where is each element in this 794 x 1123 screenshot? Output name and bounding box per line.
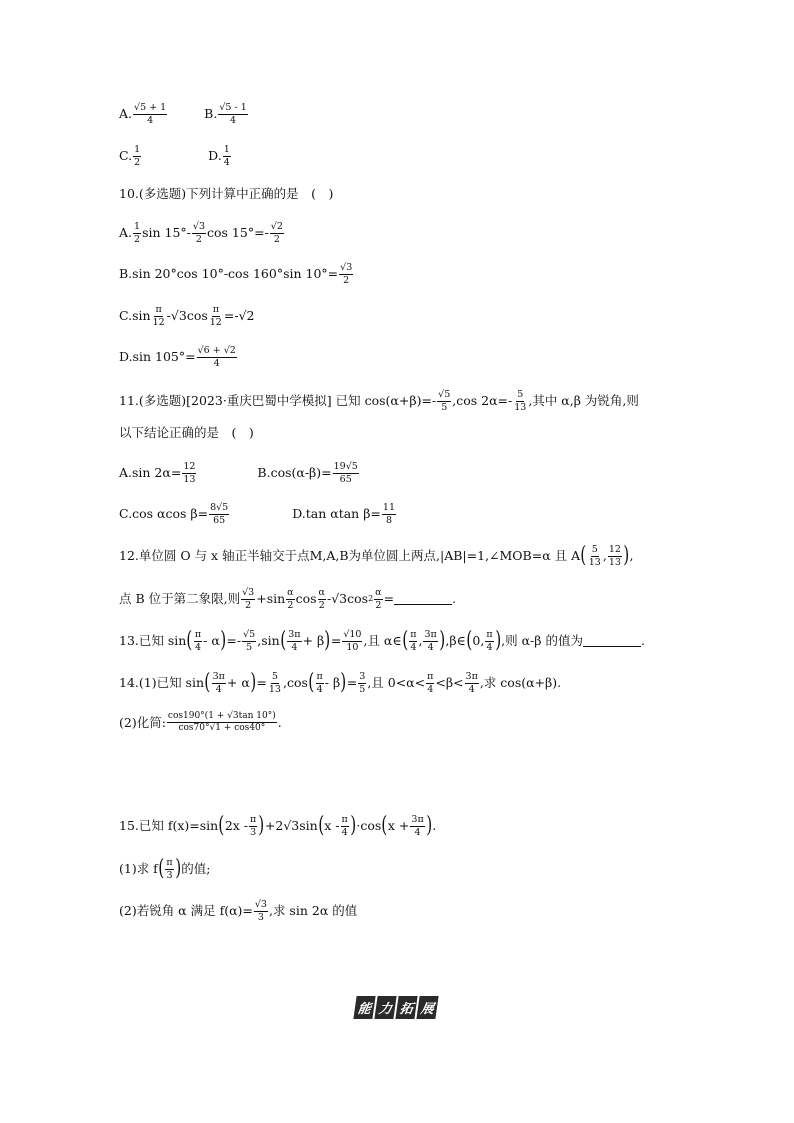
q13-line: 13.已知 sin ( $\frac{\pi}{4}$ - α ) =- $\frac{√5}{5}$ ,sin ( $\frac{3\pi}{4}$ + β ) = $\frac{√10}{10}$ ,且 α∈ ( $\frac{\pi}{4}$ , $\frac{3\pi}{4}$ ) ,β∈ ( 0, $\frac{\pi}{4}$ ) ,则 α-β 的值为 . (119, 628, 645, 654)
q9-a-num: 5 + 1 (140, 102, 167, 113)
q10-c-mid: cos (186, 308, 208, 324)
q12-line2g: . (452, 591, 457, 607)
q14-a: 14.(1)已知 sin (119, 675, 205, 691)
q12-line2: 点 B 位于第二象限,则 $\frac{√3}{2}$ +sin $\frac{\alpha}{2}$ cos $\frac{\alpha}{2}$ - √3 cos 2 $\frac{\alpha}{2}$ = . (119, 587, 457, 611)
q11-b-den: 65 (339, 473, 352, 485)
q9-d-den: 4 (223, 156, 230, 168)
q10-a-frac2: $\frac{√3}{2}$ (192, 221, 205, 245)
q9-c-frac (133, 145, 141, 168)
q12-f3: $\frac{\alpha}{2}$ (318, 587, 325, 611)
q12-line2c: cos (295, 591, 317, 607)
q9-a-den: 4 (147, 114, 154, 126)
q11-a-num: 12 (183, 461, 196, 472)
q10-d-frac: $\frac{√6 + √2}{4}$ (197, 345, 236, 369)
q10-b-frac: $\frac{√3}{2}$ (340, 262, 353, 286)
q12-answer-blank[interactable] (394, 594, 452, 605)
q11-stem-c: ,其中 α,β 为锐角,则 (528, 393, 639, 409)
q10-option-a (119, 222, 285, 245)
badge-char-3: 拓 (395, 996, 417, 1019)
q12-line2a: 点 B 位于第二象限,则 (119, 591, 241, 607)
q11-frac2: $\frac{5}{13}$ (514, 389, 527, 413)
q9-options-cd (119, 145, 232, 168)
q11-b-frac: $\frac{19√5}{65}$ (333, 461, 358, 485)
q15-b: +2 (264, 818, 284, 834)
q14-e: ,且 0<α< (367, 675, 426, 691)
q12-f1: $\frac{√3}{2}$ (242, 587, 255, 611)
q9-options-ab (119, 103, 249, 126)
q10-b-label: B.sin 20°cos 10°-cos 160°sin 10°= (119, 266, 339, 282)
q15-p1a: (1)求 f (119, 861, 158, 877)
q12-f2: $\frac{\alpha}{2}$ (287, 587, 294, 611)
q13-f: ,β∈ (445, 633, 466, 649)
q13-d: = (330, 633, 342, 649)
q11-c-num: 8 (210, 502, 217, 513)
q11-stem-line1 (119, 390, 639, 413)
q12-frac-b: $\frac{12}{13}$ (608, 544, 621, 568)
q12-f4: $\frac{\alpha}{2}$ (375, 587, 382, 611)
q15-p2a: (2)若锐角 α 满足 f(α)= (119, 903, 253, 919)
q11-frac1: $\frac{√5}{5}$ (438, 389, 451, 413)
section-badge-ability-extension (355, 996, 437, 1019)
q14-big-frac: $\frac{\cos 190^\circ(1 + √3\tan 10^\circ)}{\cos 70^\circ√1 + \cos 40^\circ}$ (167, 711, 276, 734)
q10-option-c: C.sin $\frac{\pi}{12}$ -√3 cos $\frac{\pi}{12}$ =- √2 (119, 304, 255, 328)
q11-c-label: C.cos αcos β= (119, 506, 209, 522)
q9-d-frac (223, 145, 231, 168)
q14-part1: 14.(1)已知 sin ( $\frac{3\pi}{4}$ + α ) = $\frac{5}{13}$ ,cos ( $\frac{\pi}{4}$ - β ) = $\frac{3}{5}$ ,且 0<α< $\frac{\pi}{4}$ <β< $\frac{3\pi}{4}$ ,求 cos(α+β). (119, 670, 562, 696)
q10-c-end: =- (223, 308, 239, 324)
q11-a-label: A.sin 2α= (119, 465, 182, 481)
q11-d-den: 8 (385, 514, 392, 526)
q12-line1-text: 12.单位圆 O 与 x 轴正半轴交于点M,A,B为单位圆上两点,|AB|=1,∠MOB=α 且 A (119, 548, 581, 564)
q11-b-label: B.cos(α-β)= (257, 465, 332, 481)
q11-b-num: 19 (333, 461, 346, 472)
q10-a-label: A. (119, 225, 133, 241)
q10-a-frac3: $\frac{√2}{2}$ (270, 221, 283, 245)
q11-d-num: 11 (382, 502, 396, 513)
q14-g: ,求 cos(α+β). (479, 675, 562, 691)
badge-char-4: 展 (416, 996, 438, 1019)
q15-a: 15.已知 f(x)=sin (119, 818, 219, 834)
q12-line1: 12.单位圆 O 与 x 轴正半轴交于点M,A,B为单位圆上两点,|AB|=1,∠MOB=α 且 A ( $\frac{5}{13}$ , $\frac{12}{13}$ ) , (119, 543, 634, 569)
q9-b-label: B. (204, 106, 218, 122)
q12-line2b: +sin (256, 591, 286, 607)
q10-d-den: 4 (213, 357, 220, 369)
q15-part2: (2)若锐角 α 满足 f(α)= $\frac{√3}{3}$ ,求 sin 2α 的值 (119, 899, 358, 923)
q13-c: ,sin (257, 633, 280, 649)
badge-char-2: 力 (374, 996, 396, 1019)
q13-h: . (640, 633, 645, 649)
q10-a-p1: sin 15°- (142, 225, 191, 241)
q10-c-label: C.sin (119, 308, 151, 324)
q10-a-frac1: $\frac{1}{2}$ (134, 221, 141, 245)
q9-c-den: 2 (134, 156, 141, 168)
q12-line2e: cos (347, 591, 369, 607)
q14-num2: tan 10°) (238, 711, 276, 721)
badge-char-1: 能 (353, 996, 375, 1019)
q11-c-frac: $\frac{8√5}{65}$ (210, 502, 229, 526)
q14-p2: (2)化简: (119, 714, 166, 730)
q11-stem-a: 11.(多选题)[2023·重庆巴蜀中学模拟] 已知 cos(α+β)=- (119, 393, 437, 409)
q10-stem: 10.(多选题)下列计算中正确的是 ( ) (119, 186, 334, 201)
q15-part1: (1)求 f ( $\frac{\pi}{3}$ ) 的值; (119, 856, 211, 882)
q10-d-label: D.sin 105°= (119, 349, 196, 365)
q9-a-frac: $\frac{√5 + 1}{4}$ (134, 102, 167, 126)
q13-g: ,则 α-β 的值为 (501, 633, 583, 649)
q9-d-label: D. (208, 148, 222, 164)
q15-c: sin (299, 818, 318, 834)
q10-option-d (119, 346, 238, 369)
q13-e: ,且 α∈ (363, 633, 402, 649)
q9-c-num: 1 (134, 144, 141, 155)
q14-c: ,cos (282, 675, 308, 691)
q11-c-den: 65 (213, 514, 226, 526)
q14-part2: (2)化简: $\frac{\cos 190^\circ(1 + √3\tan 10^\circ)}{\cos 70^\circ√1 + \cos 40^\circ}$ . (119, 711, 282, 734)
q14-num: cos190°(1 + (167, 711, 228, 721)
q11-options-cd (119, 503, 397, 526)
q14-f: <β< (435, 675, 464, 691)
q12-line2d: - (326, 591, 332, 607)
q15-p1b: 的值; (181, 861, 211, 877)
q15-d: ·cos (356, 818, 382, 834)
q9-d-num: 1 (223, 144, 230, 155)
q12-line2f: = (383, 591, 395, 607)
q9-c-label: C. (119, 148, 133, 164)
q11-stem-b: ,cos 2α=- (452, 393, 513, 409)
q11-options-ab (119, 462, 360, 485)
q14-b: = (256, 675, 267, 691)
q10-a-p2: cos 15°=- (207, 225, 269, 241)
q14-d: = (346, 675, 358, 691)
q13-a: 13.已知 sin (119, 633, 187, 649)
q10-option-b (119, 263, 354, 286)
q11-d-label: D.tan αtan β= (292, 506, 381, 522)
q9-b-num: 5 - 1 (225, 102, 247, 113)
q12-frac-a: $\frac{5}{13}$ (588, 544, 601, 568)
q13-b: =- (226, 633, 242, 649)
q11-d-frac (382, 503, 396, 526)
q10-d-num: 6 + (203, 345, 224, 356)
q13-answer-blank[interactable] (583, 636, 641, 647)
q9-b-frac: $\frac{√5 - 1}{4}$ (219, 102, 247, 126)
q10-c-frac1: $\frac{\pi}{12}$ (152, 304, 165, 328)
q15-stem: 15.已知 f(x)=sin ( 2x - $\frac{\pi}{3}$ ) +2 √3 sin ( x - $\frac{\pi}{4}$ ) ·cos ( x + $\frac{3\pi}{4}$ ) . (119, 813, 437, 839)
q15-e: . (432, 818, 437, 834)
q11-stem-line2: 以下结论正确的是 ( ) (119, 425, 254, 440)
q15-p2b: ,求 sin 2α 的值 (268, 903, 358, 919)
q11-a-frac (182, 462, 196, 485)
q11-a-den: 13 (183, 473, 196, 485)
q10-c-frac2: $\frac{\pi}{12}$ (209, 304, 222, 328)
q14-den: cos70° (178, 723, 210, 734)
q9-a-label: A. (119, 106, 133, 122)
q14-den2: 1 + cos40° (215, 723, 266, 734)
q9-b-den: 4 (230, 114, 237, 126)
